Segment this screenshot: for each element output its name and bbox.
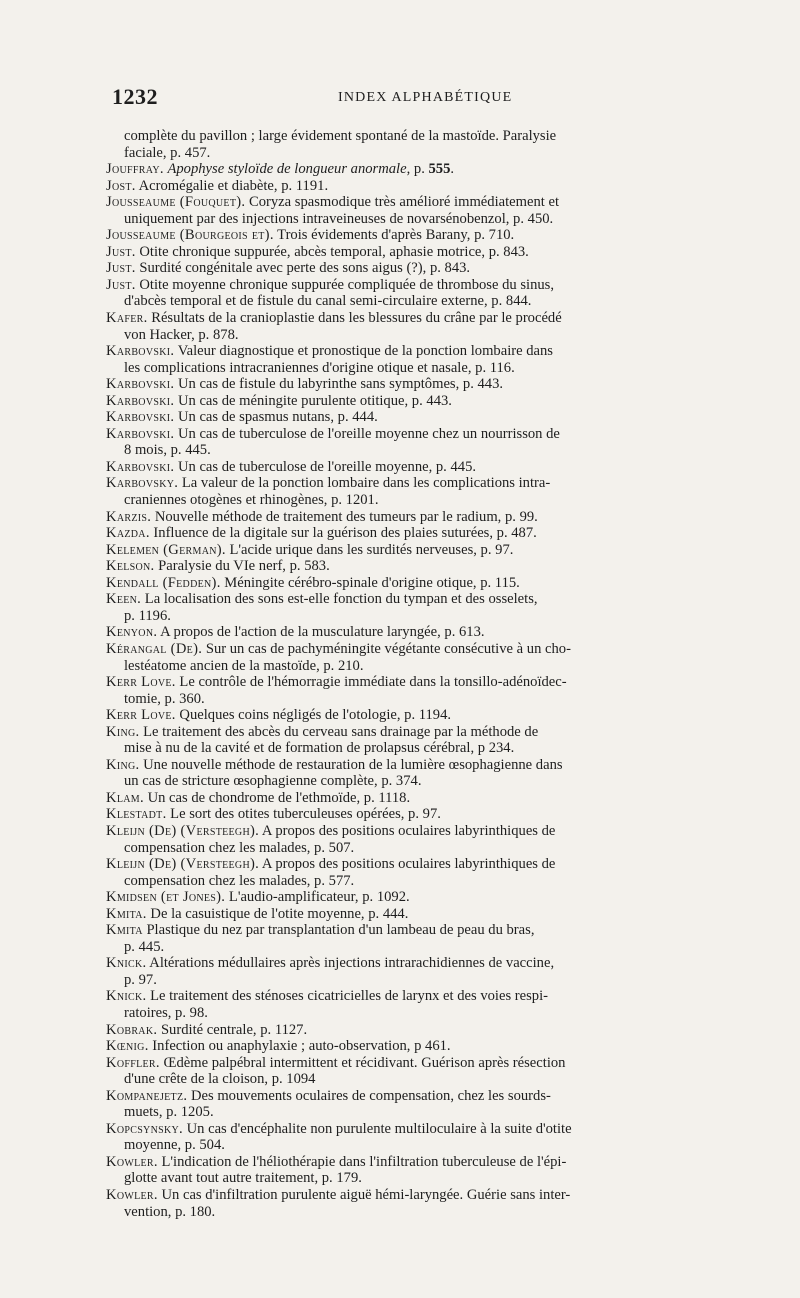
index-entry [106, 1088, 746, 1121]
index-entry [106, 409, 746, 426]
index-entry [106, 161, 746, 178]
entry-text: L'acide urique dans les surdités nerveuses, p. 97. [225, 541, 514, 558]
index-entry [106, 806, 746, 823]
entry-text: mise à nu de la cavité et de formation de prolapsus cérébral, p 234. [124, 740, 515, 757]
entry-text: Un cas de spasmus nutans, p. 444. [174, 409, 378, 426]
entry-text: faciale, p. 457. [124, 144, 211, 161]
entry-author: Jousseaume (Fouquet). [106, 194, 246, 211]
entry-text: ratoires, p. 98. [124, 1004, 208, 1021]
index-entry [106, 260, 746, 277]
entry-text: A propos des positions oculaires labyrinthiques de [259, 822, 556, 839]
entry-text: Le traitement des abcès du cerveau sans drainage par la méthode de [139, 723, 539, 740]
index-entry [106, 955, 746, 988]
index-entry [106, 889, 746, 906]
index-entry [106, 475, 746, 508]
entry-text: L'audio-amplificateur, p. 1092. [225, 889, 410, 906]
index-entry [106, 509, 746, 526]
entry-author: Kmidsen (et Jones). [106, 889, 226, 906]
index-entry [106, 1055, 746, 1088]
index-entry [106, 823, 746, 856]
entry-author: Karbovski. [106, 343, 175, 360]
entry-author: Kafer. [106, 310, 148, 327]
entry-author: Jouffray. [106, 161, 164, 178]
entry-author: Klam. [106, 789, 144, 806]
index-entry [106, 1121, 746, 1154]
index-entry [106, 575, 746, 592]
entry-text: 8 mois, p. 445. [124, 442, 211, 459]
index-entry [106, 790, 746, 807]
entry-author: Kleijn (De) (Versteegh). [106, 822, 260, 839]
entry-text: Coryza spasmodique très amélioré immédiatement et [245, 194, 560, 211]
entry-author: Kendall (Fedden). [106, 574, 221, 591]
entry-text: Otite moyenne chronique suppurée compliquée de thrombose du sinus, [135, 276, 554, 293]
entry-text: Un cas de méningite purulente otitique, p. 443. [174, 392, 452, 409]
entry-text: Otite chronique suppurée, abcès temporal, aphasie motrice, p. 843. [135, 243, 529, 260]
index-entry [106, 674, 746, 707]
index-entry [106, 525, 746, 542]
entry-text: Paralysie du VIe nerf, p. 583. [154, 558, 330, 575]
entry-text: Trois évidements d'après Barany, p. 710. [273, 227, 515, 244]
entry-text: craniennes otogènes et rhinogènes, p. 1201. [124, 492, 379, 509]
entry-text: Infection ou anaphylaxie ; auto-observation, p 461. [148, 1038, 451, 1055]
entry-author: Just. [106, 260, 136, 277]
entry-text: Sur un cas de pachyméningite végétante consécutive à un cho- [202, 640, 571, 657]
entry-text: p. 97. [124, 971, 157, 988]
index-entry [106, 724, 746, 757]
entry-text: Un cas de fistule du labyrinthe sans symptômes, p. 443. [174, 376, 504, 393]
entry-text: Un cas d'infiltration purulente aiguë hémi-laryngée. Guérie sans inter- [157, 1187, 571, 1203]
index-entry [106, 707, 746, 724]
entry-text: d'abcès temporal et de fistule du canal semi-circulaire externe, p. 844. [124, 293, 532, 310]
entry-author: Kelemen (German). [106, 541, 226, 558]
index-entry [106, 227, 746, 244]
entry-author: Karbovski. [106, 425, 175, 442]
entry-author: Kmita [106, 922, 143, 939]
index-entry [106, 244, 746, 261]
index-entry [106, 641, 746, 674]
entry-text: Le sort des otites tuberculeuses opérées, p. 97. [166, 806, 441, 823]
entry-text: La valeur de la ponction lombaire dans les complications intra- [178, 475, 551, 492]
page-number: 1232 [112, 84, 158, 109]
entry-author: King. [106, 723, 140, 740]
entry-author: Kowler. [106, 1187, 158, 1203]
entry-text: lestéatome ancien de la mastoïde, p. 210. [124, 657, 364, 674]
index-entry [106, 128, 746, 161]
entry-text: Plastique du nez par transplantation d'un lambeau de peau du bras, [142, 922, 535, 939]
index-entry [106, 591, 746, 624]
entry-author: Karbovski. [106, 376, 175, 393]
entry-text: Altérations médullaires après injections intrarachidiennes de vaccine, [146, 955, 555, 972]
entry-author: Kleijn (De) (Versteegh). [106, 856, 260, 873]
entry-text: p. 445. [124, 938, 165, 955]
entry-text: Le contrôle de l'hémorragie immédiate dans la tonsillo-adénoïdec- [175, 674, 567, 691]
entry-text: Un cas d'encéphalite non purulente multiloculaire à la suite d'otite [182, 1120, 572, 1137]
entry-text: Un cas de tuberculose de l'oreille moyenne chez un nourrisson de [174, 425, 560, 442]
entry-text: Valeur diagnostique et pronostique de la ponction lombaire dans [174, 343, 553, 360]
index-entry [106, 310, 746, 343]
entry-author: Keen. [106, 591, 142, 608]
entry-text: vention, p. 180. [124, 1203, 216, 1220]
index-entry [106, 1038, 746, 1055]
index-entry [106, 178, 746, 195]
index-entry [106, 757, 746, 790]
entry-author: Karbovski. [106, 392, 175, 409]
entry-text: d'une crête de la cloison, p. 1094 [124, 1071, 316, 1088]
entry-text: compensation chez les malades, p. 507. [124, 839, 355, 856]
entry-author: Karbovsky. [106, 475, 179, 492]
entry-author: Karbovski. [106, 458, 175, 475]
index-entry [106, 194, 746, 227]
entry-text: Une nouvelle méthode de restauration de la lumière œsophagienne dans [139, 756, 563, 773]
entry-text: L'indication de l'héliothérapie dans l'infiltration tuberculeuse de l'épi- [157, 1153, 567, 1170]
entry-author: Kelson. [106, 558, 155, 575]
index-entries [106, 128, 746, 1220]
entry-author: Kerr Love. [106, 674, 176, 691]
entry-text: p. 1196. [124, 607, 171, 624]
index-entry [106, 922, 746, 955]
entry-text: complète du pavillon ; large évidement spontané de la mastoïde. Paralysie [124, 128, 557, 144]
entry-text: muets, p. 1205. [124, 1104, 214, 1121]
entry-author: Knick. [106, 955, 147, 972]
index-entry [106, 426, 746, 459]
entry-text: A propos de l'action de la musculature laryngée, p. 613. [157, 624, 485, 641]
entry-text: uniquement par des injections intraveineuses de novarsénobenzol, p. 450. [124, 210, 554, 227]
entry-text: Influence de la digitale sur la guérison des plaies suturées, p. 487. [149, 525, 537, 542]
entry-text: glotte avant tout autre traitement, p. 179. [124, 1170, 362, 1187]
entry-author: Jousseaume (Bourgeois et). [106, 227, 274, 244]
entry-author: Kerr Love. [106, 707, 176, 724]
entry-text: Œdème palpébral intermittent et récidivant. Guérison après résection [159, 1054, 566, 1071]
entry-author: Just. [106, 243, 136, 260]
entry-author: Kobrak. [106, 1021, 158, 1038]
entry-text: Méningite cérébro-spinale d'origine otique, p. 115. [220, 574, 520, 591]
index-entry [106, 376, 746, 393]
entry-author: Kérangal (De). [106, 640, 203, 657]
index-entry [106, 558, 746, 575]
index-entry [106, 343, 746, 376]
entry-author: Kœnig. [106, 1038, 149, 1055]
entry-text: Résultats de la cranioplastie dans les blessures du crâne par le procédé [147, 310, 562, 327]
index-entry [106, 1154, 746, 1187]
entry-author: Kompanejetz. [106, 1087, 188, 1104]
index-entry [106, 1187, 746, 1220]
entry-text: A propos des positions oculaires labyrinthiques de [259, 856, 556, 873]
index-entry [106, 1022, 746, 1039]
running-title: INDEX ALPHABÉTIQUE [338, 90, 513, 105]
entry-text: Surdité centrale, p. 1127. [157, 1021, 308, 1038]
entry-author: Koffler. [106, 1054, 160, 1071]
entry-author: King. [106, 756, 140, 773]
entry-author: Knick. [106, 988, 147, 1005]
entry-text: tomie, p. 360. [124, 690, 205, 707]
entry-author: Kmita. [106, 905, 147, 922]
entry-text: Apophyse styloïde de longueur anormale, p. 555. [167, 161, 455, 178]
entry-text: compensation chez les malades, p. 577. [124, 872, 355, 889]
entry-text: Quelques coins négligés de l'otologie, p. 1194. [175, 707, 452, 724]
index-entry [106, 459, 746, 476]
entry-author: Kazda. [106, 525, 150, 542]
entry-author: Karzis. [106, 508, 152, 525]
entry-text: Nouvelle méthode de traitement des tumeurs par le radium, p. 99. [151, 508, 538, 525]
index-entry [106, 393, 746, 410]
entry-text: un cas de stricture œsophagienne complète, p. 374. [124, 773, 422, 790]
entry-text: Surdité congénitale avec perte des sons aigus (?), p. 843. [135, 260, 471, 277]
entry-text: De la casuistique de l'otite moyenne, p. 444. [146, 905, 409, 922]
entry-author: Klestadt. [106, 806, 167, 823]
entry-author: Karbovski. [106, 409, 175, 426]
entry-author: Jost. [106, 177, 136, 194]
entry-text: Le traitement des sténoses cicatricielles de larynx et des voies respi- [146, 988, 549, 1005]
page-header [112, 84, 672, 114]
index-entry [106, 906, 746, 923]
entry-text: Un cas de chondrome de l'ethmoïde, p. 1118. [143, 789, 411, 806]
entry-author: Kowler. [106, 1153, 158, 1170]
entry-text: les complications intracraniennes d'origine otique et nasale, p. 116. [124, 359, 515, 376]
entry-text: Des mouvements oculaires de compensation, chez les sourds- [187, 1087, 551, 1104]
entry-text: moyenne, p. 504. [124, 1137, 225, 1154]
index-entry [106, 988, 746, 1021]
entry-text: Acromégalie et diabète, p. 1191. [135, 177, 329, 194]
entry-author: Kopcsynsky. [106, 1120, 183, 1137]
entry-text: Un cas de tuberculose de l'oreille moyenne, p. 445. [174, 458, 477, 475]
index-entry [106, 624, 746, 641]
index-entry [106, 542, 746, 559]
entry-text: La localisation des sons est-elle fonction du tympan et des osselets, [141, 591, 538, 608]
entry-text: von Hacker, p. 878. [124, 326, 239, 343]
entry-author: Just. [106, 276, 136, 293]
entry-author: Kenyon. [106, 624, 158, 641]
index-entry [106, 856, 746, 889]
index-entry [106, 277, 746, 310]
